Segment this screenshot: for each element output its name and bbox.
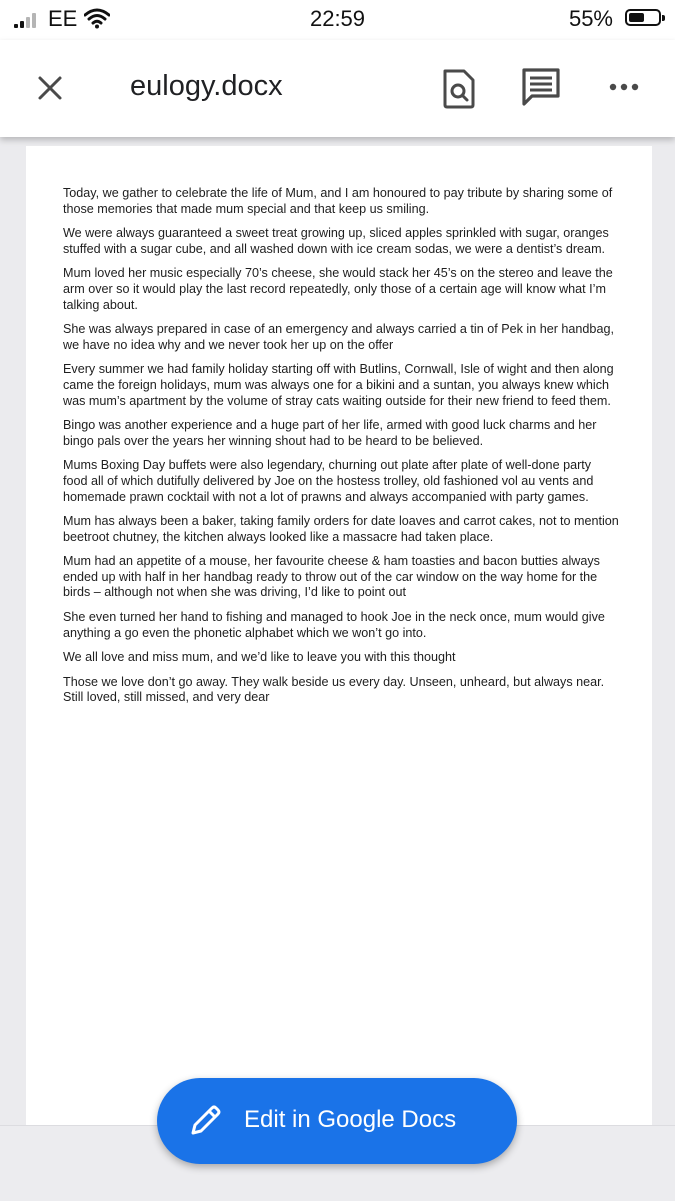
paragraph: She was always prepared in case of an emergency and always carried a tin of Pek in her handbag, we have no idea why and we never took her up on the offer: [63, 322, 614, 352]
comment-icon[interactable]: [520, 66, 562, 108]
find-in-document-icon[interactable]: [440, 68, 478, 110]
paragraph: Mum had an appetite of a mouse, her favourite cheese & ham toasties and bacon butties always ended up with half in her handbag ready to throw out of the car window on the way home for the birds – although not when she was driving, I’d like to point out: [63, 554, 600, 600]
close-icon[interactable]: [30, 68, 70, 108]
paragraph: We all love and miss mum, and we’d like to leave you with this thought: [63, 650, 456, 665]
battery-percentage: 55%: [568, 6, 613, 31]
paragraph: Today, we gather to celebrate the life of Mum, and I am honoured to pay tribute by sharing some of those memories that made mum special and that keep us smiling.: [63, 186, 613, 216]
paragraph: Those we love don’t go away. They walk beside us every day. Unseen, unheard, but always near. Still loved, still missed, and very dear: [63, 674, 605, 705]
paragraph: Mums Boxing Day buffets were also legendary, churning out plate after plate of well-done party food all of which dutifully delivered by Joe on the hostess trolley, old fashioned vol au vents and homemade prawn cocktail with not a lot of prawns and always accompanied with party games.: [63, 458, 594, 504]
paragraph: Bingo was another experience and a huge part of her life, armed with good luck charms and her bingo pals over the years her winning shout had to be heard to be believed.: [63, 418, 597, 448]
edit-in-google-docs-button[interactable]: [157, 1078, 517, 1164]
more-options-icon[interactable]: [604, 72, 644, 102]
clock: 22:59: [309, 6, 366, 31]
app-toolbar: [0, 40, 675, 137]
carrier-name: EE: [48, 6, 78, 31]
document-title: eulogy.docx: [130, 70, 283, 102]
paragraph: Mum has always been a baker, taking family orders for date loaves and carrot cakes, not to mention beetroot chutney, the kitchen always looked like a massacre had taken place.: [63, 514, 619, 544]
battery-icon: [625, 9, 661, 26]
status-bar: [0, 0, 675, 40]
pencil-icon: [187, 1103, 223, 1139]
paragraph: She even turned her hand to fishing and managed to hook Joe in the neck once, mum would give anything a go even the phonetic alphabet which we won’t go into.: [63, 610, 605, 640]
document-body: [63, 186, 619, 715]
paragraph: Every summer we had family holiday starting off with Butlins, Cornwall, Isle of wight and then along came the foreign holidays, mum was always one for a bikini and a suntan, you always knew which was mum’s apartment by the volume of stray cats waiting outside for their new friend to feed them.: [63, 362, 614, 408]
edit-button-label: Edit in Google Docs: [244, 1106, 457, 1133]
paragraph: We were always guaranteed a sweet treat growing up, sliced apples sprinkled with sugar, oranges stuffed with a sugar cube, and all washed down with ice cream sodas, we were a dentist’s dream.: [63, 226, 609, 256]
paragraph: Mum loved her music especially 70’s cheese, she would stack her 45’s on the stereo and leave the arm over so it would play the last record repeatedly, only those of a certain age will know what I’m talking about.: [63, 266, 613, 312]
document-page: [26, 146, 652, 1170]
